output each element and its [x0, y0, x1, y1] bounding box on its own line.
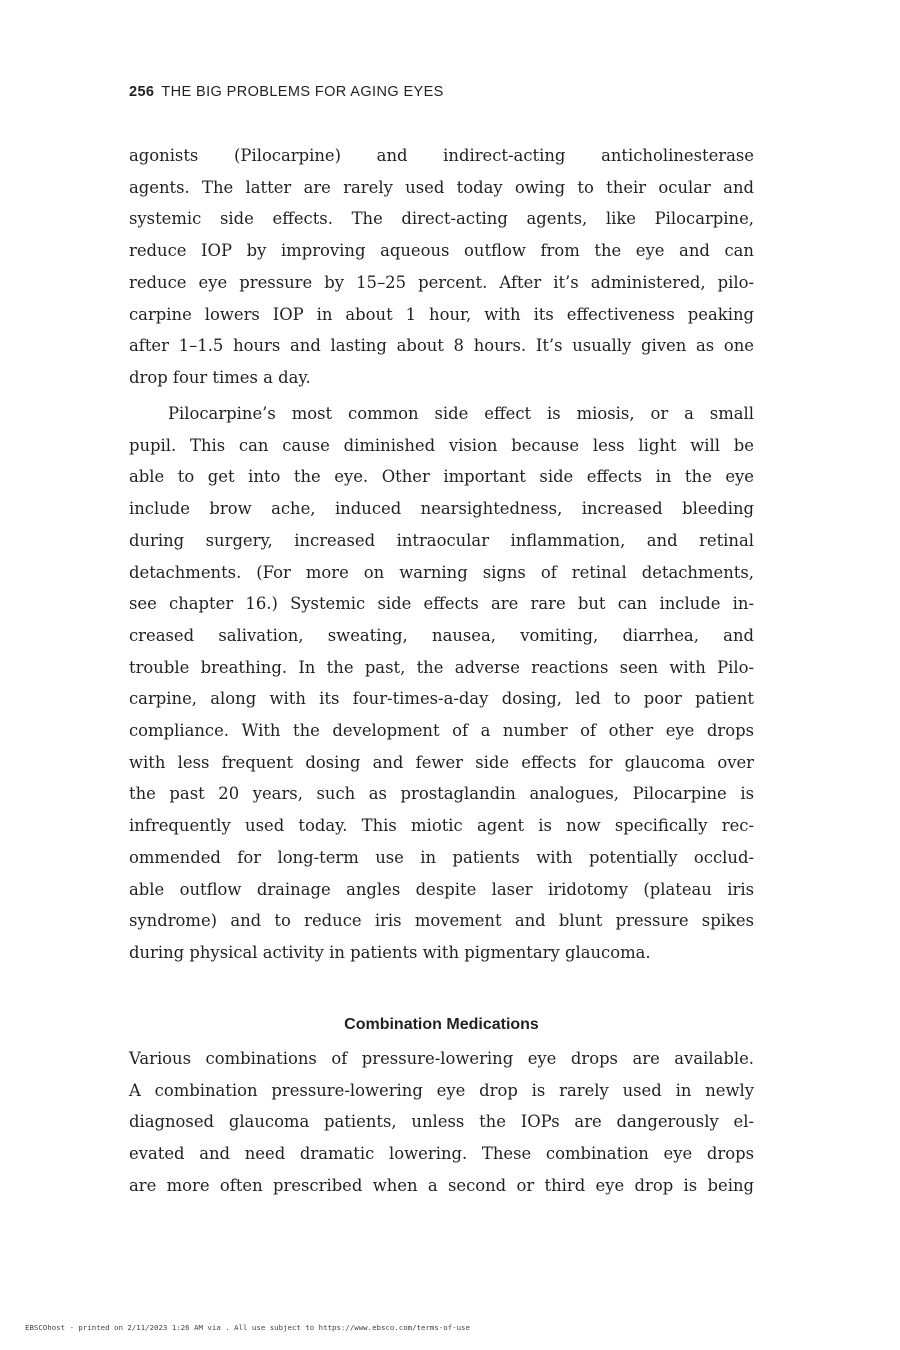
text-line: detachments. (For more on warning signs of retinal detachments, [129, 562, 754, 582]
text-line: are more often prescribed when a second or third eye drop is being [129, 1175, 754, 1195]
text-line: include brow ache, induced nearsightedness, increased bleeding [129, 499, 754, 519]
print-footer: EBSCOhost - printed on 2/11/2023 1:26 AM via . All use subject to https://www.ebsco.com/terms-of-use [25, 1323, 470, 1332]
text-line: infrequently used today. This miotic agent is now specifically rec- [129, 816, 754, 836]
text-line: compliance. With the development of a number of other eye drops [129, 721, 754, 741]
text-line: syndrome) and to reduce iris movement and blunt pressure spikes [129, 911, 754, 931]
section-heading: Combination Medications [344, 1016, 539, 1033]
text-line: ommended for long-term use in patients with potentially occlud- [129, 847, 754, 867]
paragraph-pilocarpine-intro [129, 140, 754, 394]
text-line: after 1–1.5 hours and lasting about 8 hours. It’s usually given as one [129, 336, 754, 356]
text-line: with less frequent dosing and fewer side effects for glaucoma over [129, 752, 754, 772]
text-line: Various combinations of pressure-lowering eye drops are available. [129, 1049, 754, 1068]
running-title: THE BIG PROBLEMS FOR AGING EYES [161, 84, 444, 100]
text-line: able to get into the eye. Other important side effects in the eye [129, 467, 754, 487]
text-line: pupil. This can cause diminished vision because less light will be [129, 435, 754, 455]
text-line: systemic side effects. The direct-acting agents, like Pilocarpine, [129, 209, 754, 229]
text-line: during physical activity in patients with pigmentary glaucoma. [129, 942, 651, 962]
text-line: carpine, along with its four-times-a-day dosing, led to poor patient [129, 689, 754, 709]
text-line: diagnosed glaucoma patients, unless the IOPs are dangerously el- [129, 1112, 754, 1132]
text-line: during surgery, increased intraocular inflammation, and retinal [129, 530, 754, 550]
text-line: the past 20 years, such as prostaglandin analogues, Pilocarpine is [129, 784, 754, 804]
page-number: 256 [129, 84, 155, 100]
text-line: evated and need dramatic lowering. These combination eye drops [129, 1144, 754, 1164]
text-line: trouble breathing. In the past, the adverse reactions seen with Pilo- [129, 657, 754, 677]
text-line: agonists (Pilocarpine) and indirect-acting anticholinesterase [129, 146, 754, 165]
text-line: reduce eye pressure by 15–25 percent. After it’s administered, pilo- [129, 272, 754, 292]
text-line: agents. The latter are rarely used today owing to their ocular and [129, 177, 754, 197]
text-line: see chapter 16.) Systemic side effects are rare but can include in- [129, 594, 754, 614]
running-header [129, 84, 444, 100]
text-line: Pilocarpine’s most common side effect is miosis, or a small [168, 404, 754, 423]
paragraph-pilocarpine-side-effects [129, 398, 754, 969]
text-line: A combination pressure-lowering eye drop is rarely used in newly [129, 1080, 754, 1100]
text-line: reduce IOP by improving aqueous outflow from the eye and can [129, 241, 754, 261]
text-line: carpine lowers IOP in about 1 hour, with its effectiveness peaking [129, 304, 754, 324]
paragraph-combination-medications [129, 1043, 754, 1202]
text-line: drop four times a day. [129, 367, 311, 387]
text-line: creased salivation, sweating, nausea, vomiting, diarrhea, and [129, 625, 754, 645]
text-line: able outflow drainage angles despite laser iridotomy (plateau iris [129, 879, 754, 899]
